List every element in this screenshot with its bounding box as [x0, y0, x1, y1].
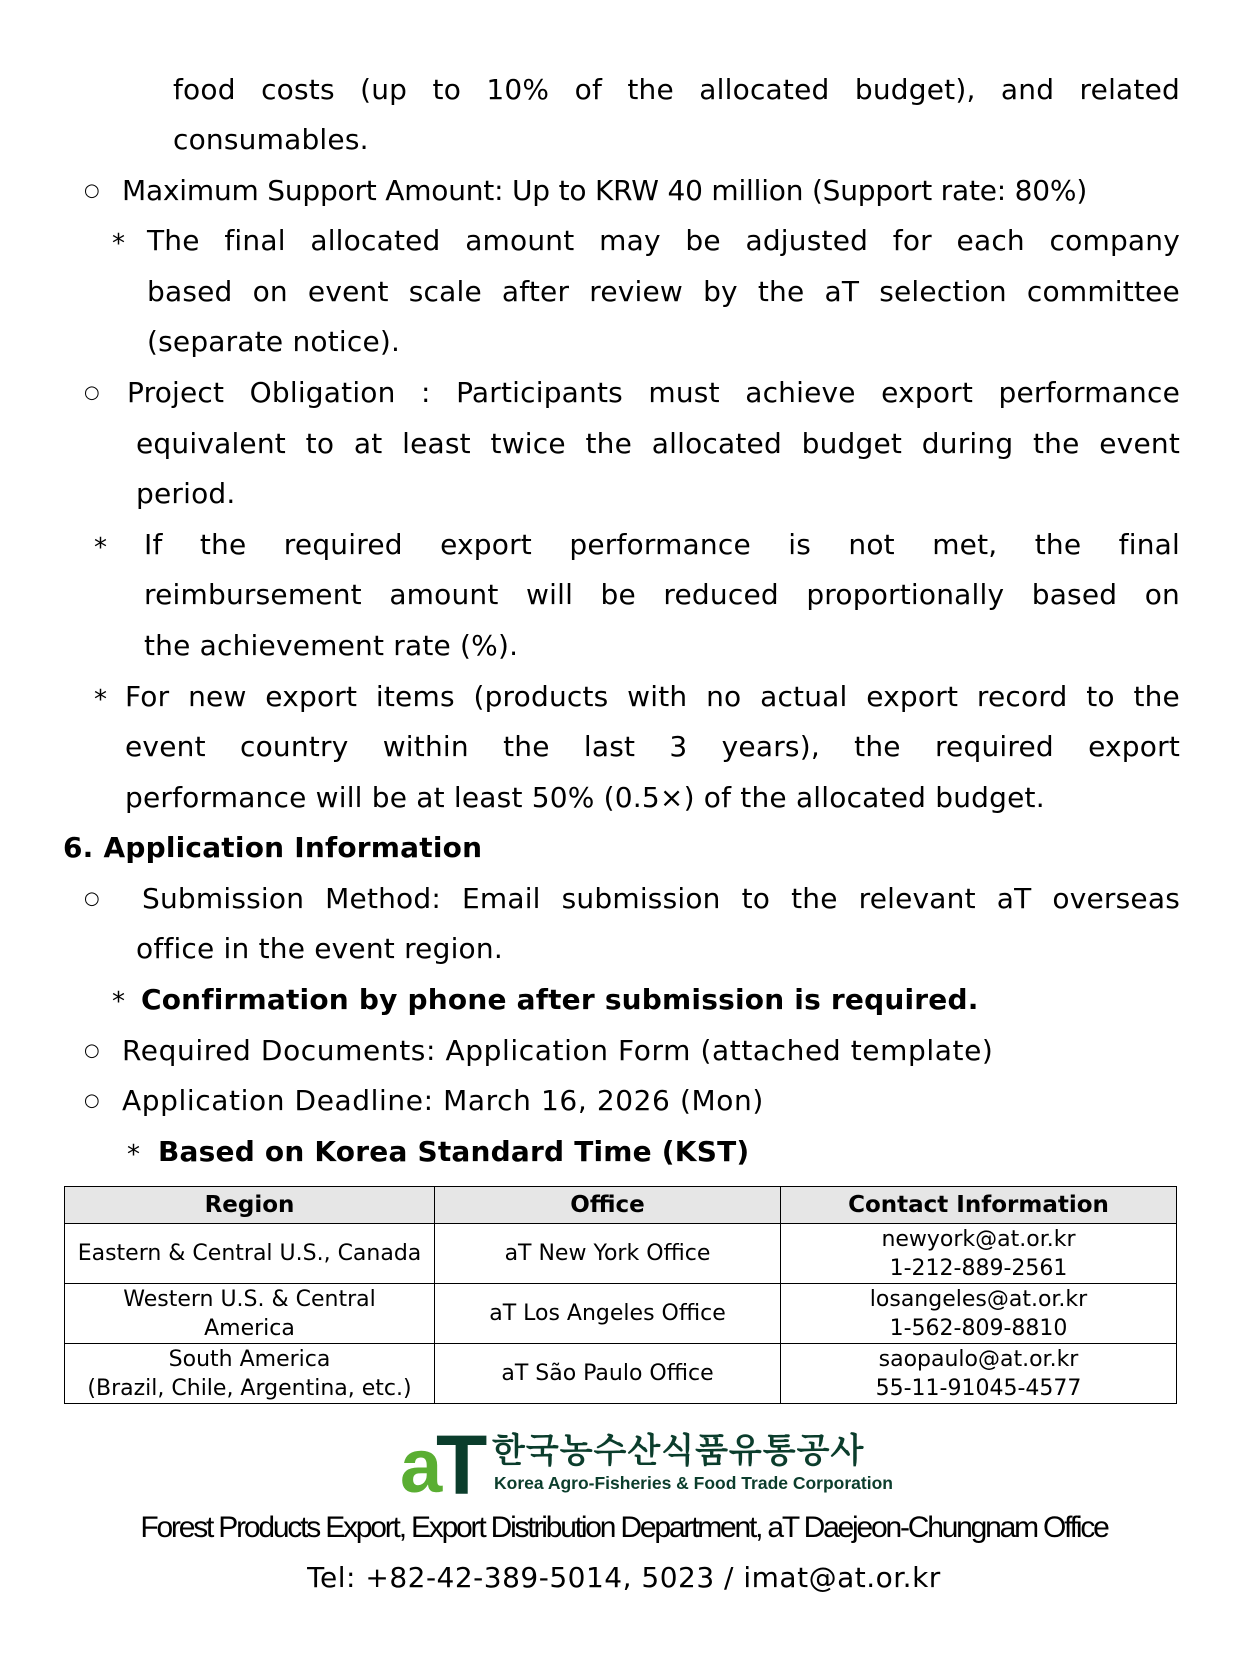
region-cell: [65, 1284, 435, 1344]
asterisk-icon: *: [94, 685, 107, 715]
continuation-line-2: consumables.: [173, 123, 369, 156]
contact-phone: 1-212-889-2561: [889, 1255, 1068, 1281]
max-support-text: Maximum Support Amount: Up to KRW 40 million (Support rate: 80%): [122, 174, 1088, 207]
column-header-contact: Contact Information: [781, 1187, 1177, 1224]
continuation-line-1: food costs (up to 10% of the allocated budget), and related: [173, 73, 1180, 106]
bullet-circle-icon: ○: [84, 1040, 100, 1061]
column-header-office: Office: [435, 1187, 781, 1224]
obligation-note2-line-3: performance will be at least 50% (0.5×) of the allocated budget.: [125, 781, 1045, 814]
obligation-note1-line-2: reimbursement amount will be reduced proportionally based on: [144, 578, 1180, 611]
obligation-note1-line-3: the achievement rate (%).: [144, 629, 519, 662]
bullet-circle-icon: ○: [84, 1090, 100, 1111]
footer-department: Forest Products Export, Export Distribution Department, aT Daejeon-Chungnam Office: [140, 1511, 1108, 1544]
contact-cell: [781, 1284, 1177, 1344]
contact-cell: [781, 1224, 1177, 1284]
office-cell: aT São Paulo Office: [435, 1344, 781, 1404]
region-cell: [65, 1344, 435, 1404]
obligation-line-2: equivalent to at least twice the allocated budget during the event: [136, 427, 1180, 460]
table-row: [65, 1284, 1177, 1344]
region-line: (Brazil, Chile, Argentina, etc.): [87, 1375, 412, 1401]
region-line: America: [204, 1315, 295, 1341]
logo-korean-name: 한국농수산식품유통공사: [492, 1431, 865, 1471]
table-header-row: [65, 1187, 1177, 1224]
logo-english-name: Korea Agro-Fisheries & Food Trade Corporation: [494, 1473, 893, 1493]
asterisk-icon: *: [127, 1140, 140, 1170]
obligation-line-1: Project Obligation : Participants must achieve export performance: [127, 376, 1180, 409]
obligation-note2-line-2: event country within the last 3 years), the required export: [125, 730, 1180, 763]
bullet-circle-icon: ○: [84, 382, 100, 403]
contact-email: newyork@at.or.kr: [881, 1226, 1076, 1252]
asterisk-icon: *: [112, 987, 125, 1017]
region-line: Eastern & Central U.S., Canada: [77, 1241, 422, 1266]
max-support-note-line-2: based on event scale after review by the aT selection committee: [147, 275, 1180, 308]
deadline-note: Based on Korea Standard Time (KST): [158, 1135, 750, 1168]
bullet-circle-icon: ○: [84, 888, 100, 909]
bullet-circle-icon: ○: [84, 180, 100, 201]
footer-contact: Tel: +82-42-389-5014, 5023 / imat@at.or.kr: [307, 1561, 941, 1594]
at-logo: [400, 1418, 893, 1512]
contact-phone: 55-11-91045-4577: [875, 1375, 1082, 1401]
deadline-text: Application Deadline: March 16, 2026 (Mon): [122, 1084, 764, 1117]
region-line: Western U.S. & Central: [123, 1286, 376, 1312]
office-cell: aT New York Office: [435, 1224, 781, 1284]
submission-line-1: Submission Method: Email submission to the relevant aT overseas: [142, 882, 1180, 915]
table-row: [65, 1344, 1177, 1404]
region-line: South America: [168, 1346, 331, 1372]
logo-mark-a: a: [400, 1424, 440, 1509]
contact-email: saopaulo@at.or.kr: [878, 1346, 1079, 1372]
submission-note: Confirmation by phone after submission is required.: [141, 983, 979, 1016]
section-heading: 6. Application Information: [63, 831, 483, 864]
documents-text: Required Documents: Application Form (attached template): [122, 1034, 994, 1067]
contact-email: losangeles@at.or.kr: [869, 1286, 1088, 1312]
submission-line-2: office in the event region.: [136, 932, 503, 965]
office-cell: aT Los Angeles Office: [435, 1284, 781, 1344]
logo-mark-t: T: [436, 1418, 488, 1512]
max-support-note-line-3: (separate notice).: [147, 325, 401, 358]
asterisk-icon: *: [94, 533, 107, 563]
table-row: [65, 1224, 1177, 1284]
obligation-line-3: period.: [136, 477, 236, 510]
contact-cell: [781, 1344, 1177, 1404]
contact-phone: 1-562-809-8810: [889, 1315, 1068, 1341]
region-cell: [65, 1224, 435, 1284]
column-header-region: Region: [65, 1187, 435, 1224]
asterisk-icon: *: [112, 229, 125, 259]
max-support-note-line-1: The final allocated amount may be adjusted for each company: [147, 224, 1180, 257]
contacts-table: [64, 1186, 1177, 1404]
obligation-note1-line-1: If the required export performance is not met, the final: [144, 528, 1180, 561]
obligation-note2-line-1: For new export items (products with no actual export record to the: [125, 680, 1180, 713]
